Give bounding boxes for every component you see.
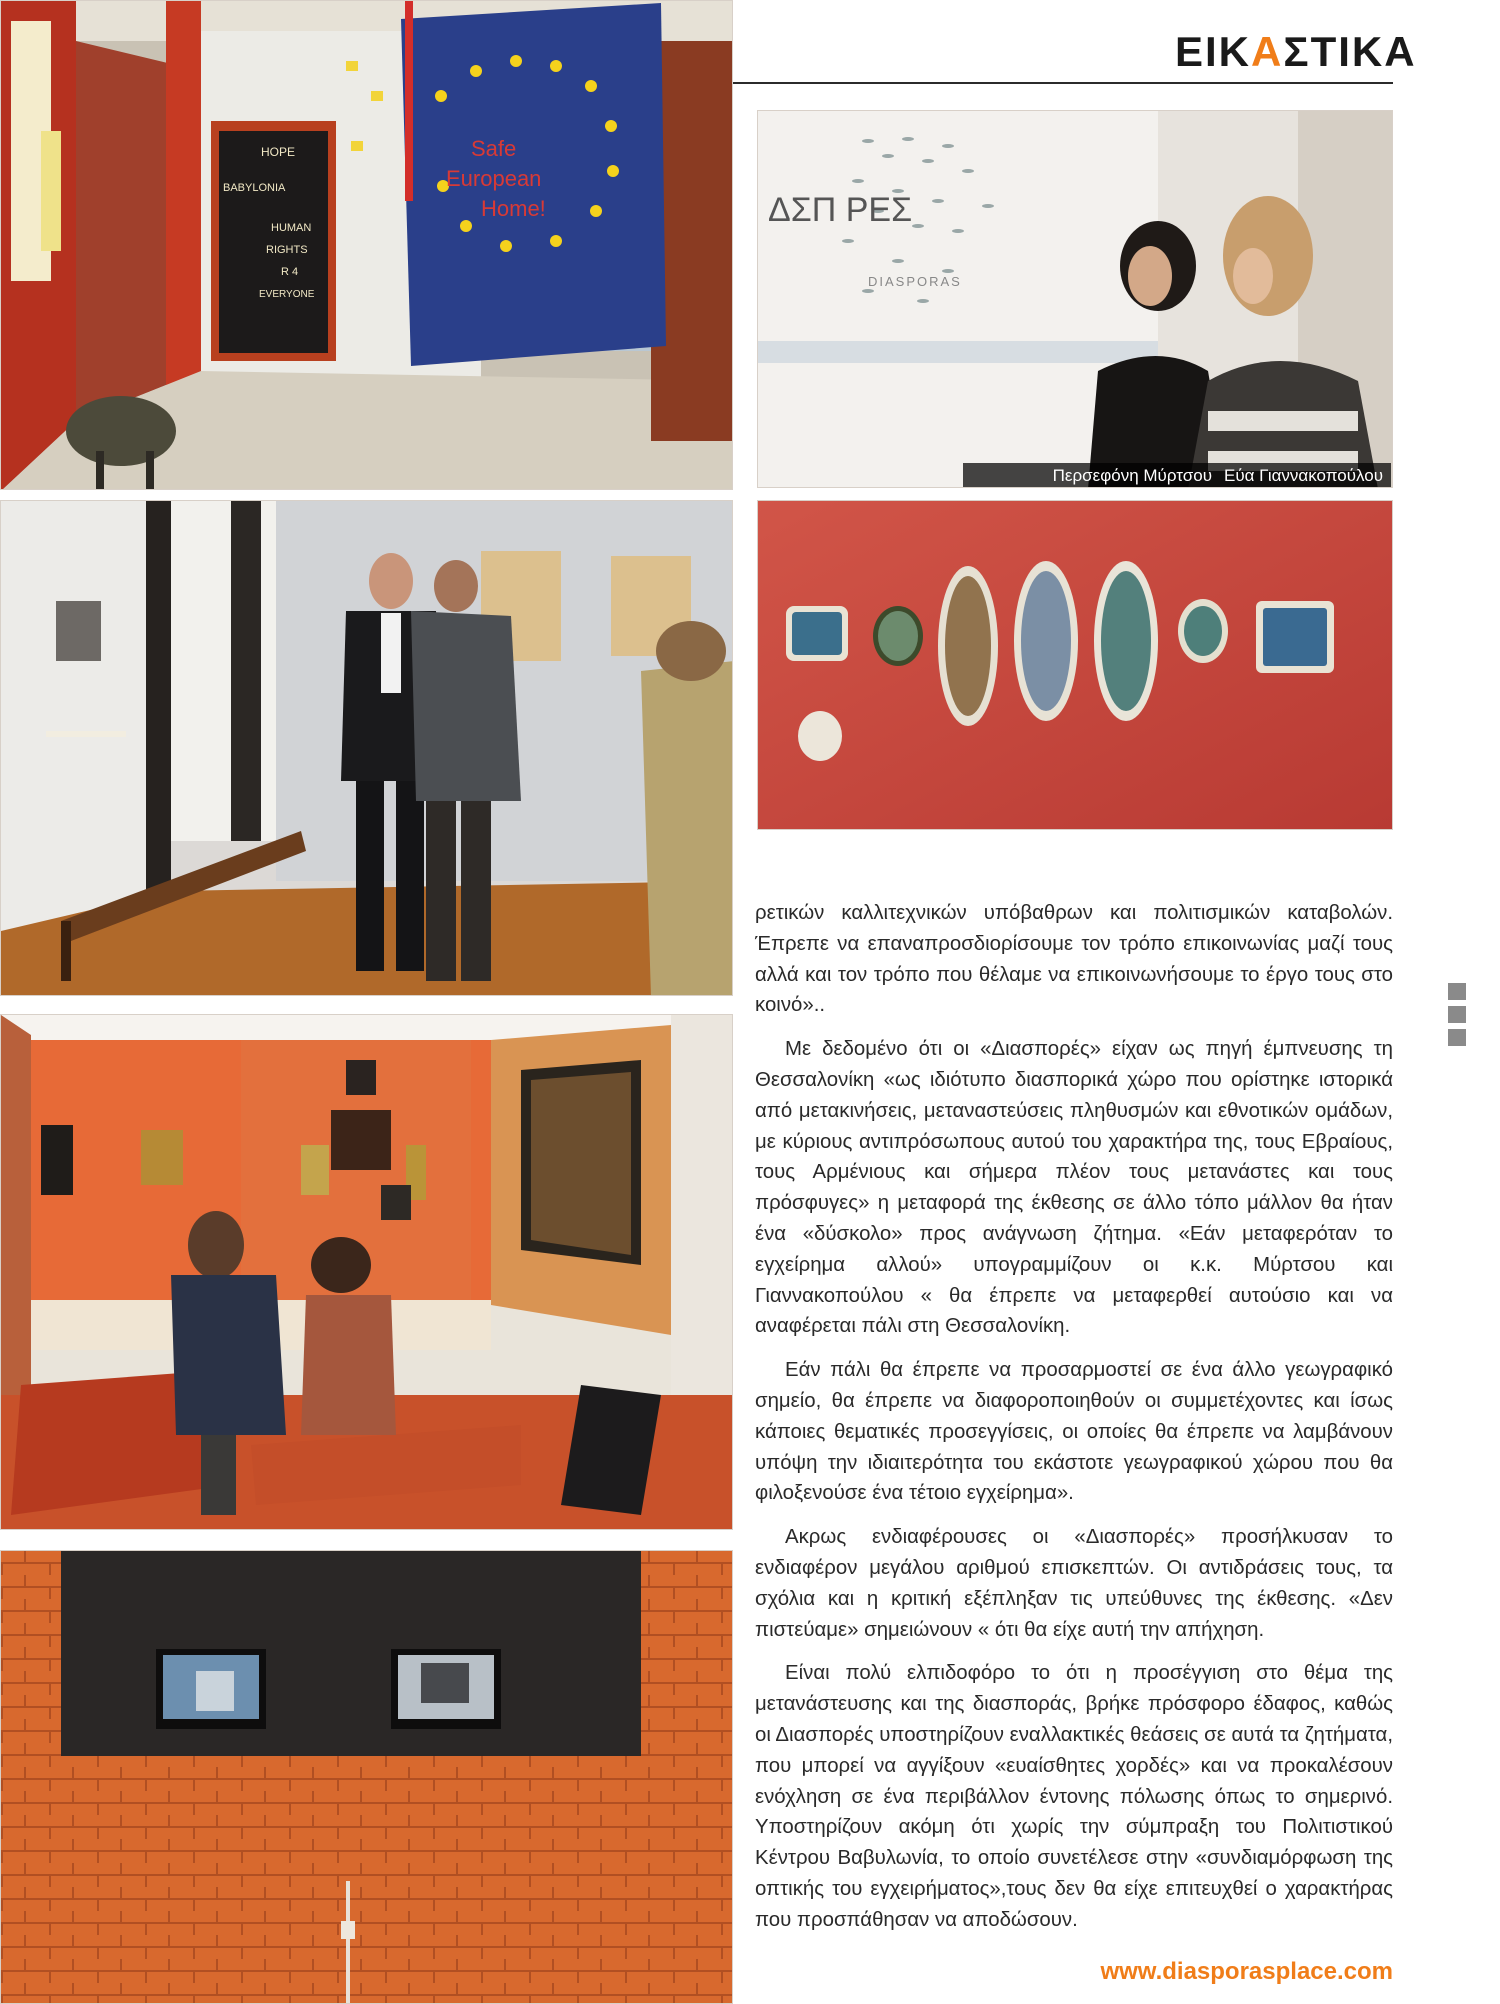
photo-exhibition-flag-room — [0, 0, 733, 490]
photo-video-installation — [0, 1550, 733, 2004]
banner-text-r4: R 4 — [281, 266, 299, 278]
caption-name-2: Εύα Γιαννακοπούλου — [1224, 466, 1383, 485]
photo-visitors-orange-room — [0, 1014, 733, 1530]
banner-text-hope: HOPE — [261, 145, 296, 159]
flag-text-home: Home! — [481, 196, 546, 221]
article-paragraph-3: Εάν πάλι θα έπρεπε να προσαρμοστεί σε ένα άλλο γεωγραφικό σημείο, θα έπρεπε να διαφοροποιηθούν οι συμμετέχοντες και ίσως κάποιες θεματικές προσεγγίσεις, οι οποίες θα έπρεπε να λαμβάνουν υπόψη την ιδιαιτερότητα του εκάστοτε γεωγραφικού χώρου που θα φιλοξενούσε ένα τέτοιο εγχείρημα». — [755, 1359, 1393, 1505]
article-paragraph-2: Με δεδομένο ότι οι «Διασπορές» είχαν ως πηγή έμπνευσης τη Θεσσαλονίκη «ως ιδιότυπο διασπορικά χώρο που ορίστηκε ιστορικά από μετακινήσεις, μεταναστεύσεις πληθυσμών και εθνοτικών ομάδων, με κύριους αντιπρόσωπους αυτού του χαρακτήρα της, τους Εβραίους, τους Αρμένιους και σήμερα πλέον τους μετανάστες και τους πρόσφυγες» η μεταφορά της έκθεσης σε άλλο τόπο μάλλον θα ήταν ένα «δύσκολο» προς ανάγνωση ζήτημα. «Εάν μεταφερόταν το εγχείρημα αλλού» υπογραμμίζουν οι κ.κ. Μύρτσου και Γιαννακοπούλου « θα έπρεπε να μεταφερθεί αυτούσιο και να αναφέρεται πάλι στη Θεσσαλονίκη. — [755, 1038, 1393, 1338]
screen-logo-title: ΔΣΠ ΡΕΣ — [768, 191, 913, 229]
banner-text-rights: RIGHTS — [266, 244, 308, 256]
banner-text-babylonia: BABYLONIA — [223, 182, 286, 194]
photo-decorative-plates — [757, 500, 1393, 830]
banner-text-human: HUMAN — [271, 222, 312, 234]
footer-url: www.diasporasplace.com — [1100, 1958, 1393, 1985]
photo-caption — [963, 463, 1391, 488]
article-paragraph-4: Ακρως ενδιαφέρουσες οι «Διασπορές» προσήλκυσαν το ενδιαφέρον μεγάλου αριθμού επισκεπτών. Οι αντιδράσεις τους, τα σχόλια και η κριτική εξέπληξαν τις υπεύθυνες της έκθεσης. «Δεν πιστεύαμε» σημειώνουν « ότι θα είχε αυτή την απήχηση. — [755, 1526, 1393, 1641]
section-title: ΕΙΚΑΣΤΙΚΑ — [1175, 28, 1417, 75]
side-page-marks — [1448, 983, 1466, 1052]
photo-presentation-screen — [757, 110, 1393, 488]
photo-two-men-gallery — [0, 500, 733, 996]
flag-text-european: European — [446, 166, 542, 191]
article-body — [755, 898, 1393, 1948]
article-paragraph-1: ρετικών καλλιτεχνικών υπόβαθρων και πολιτισμικών καταβολών. Έπρεπε να επαναπροσδιορίσουμε τον τρόπο επικοινωνίας μαζί τους αλλά και τον τρόπο που θέλαμε να επικοινωνήσουμε το έργο τους στο κοινό».. — [755, 902, 1393, 1017]
banner-text-everyone: EVERYONE — [259, 289, 315, 300]
article-paragraph-5: Είναι πολύ ελπιδοφόρο το ότι η προσέγγιση στο θέμα της μετανάστευσης και της διασποράς, βρήκε πρόσφορο έδαφος, καθώς οι Διασπορές υποστηρίζουν εναλλακτικές θεάσεις σε αυτά τα ζητήματα, που μπορεί να αγγίξουν «ευαίσθητες χορδές» και να προκαλέσουν ενόχληση σε ένα περιβάλλον έντονης πόλωσης όπως το σημερινό. Υποστηρίζουν ακόμη ότι χωρίς την σύμπραξη του Πολιτιστικού Κέντρου Βαβυλωνία, το οποίο συνετέλεσε στην «συνδιαμόρφωση της οπτικής του εγχειρήματος»,τους δεν θα είχε επιτευχθεί ο χαρακτήρας που προσπάθησαν να αποδώσουν. — [755, 1662, 1393, 1931]
screen-logo-subtitle: DIASPORAS — [868, 274, 962, 289]
caption-name-1: Περσεφόνη Μύρτσου — [1052, 466, 1212, 485]
header-rule — [730, 82, 1393, 84]
flag-text-safe: Safe — [471, 136, 517, 161]
